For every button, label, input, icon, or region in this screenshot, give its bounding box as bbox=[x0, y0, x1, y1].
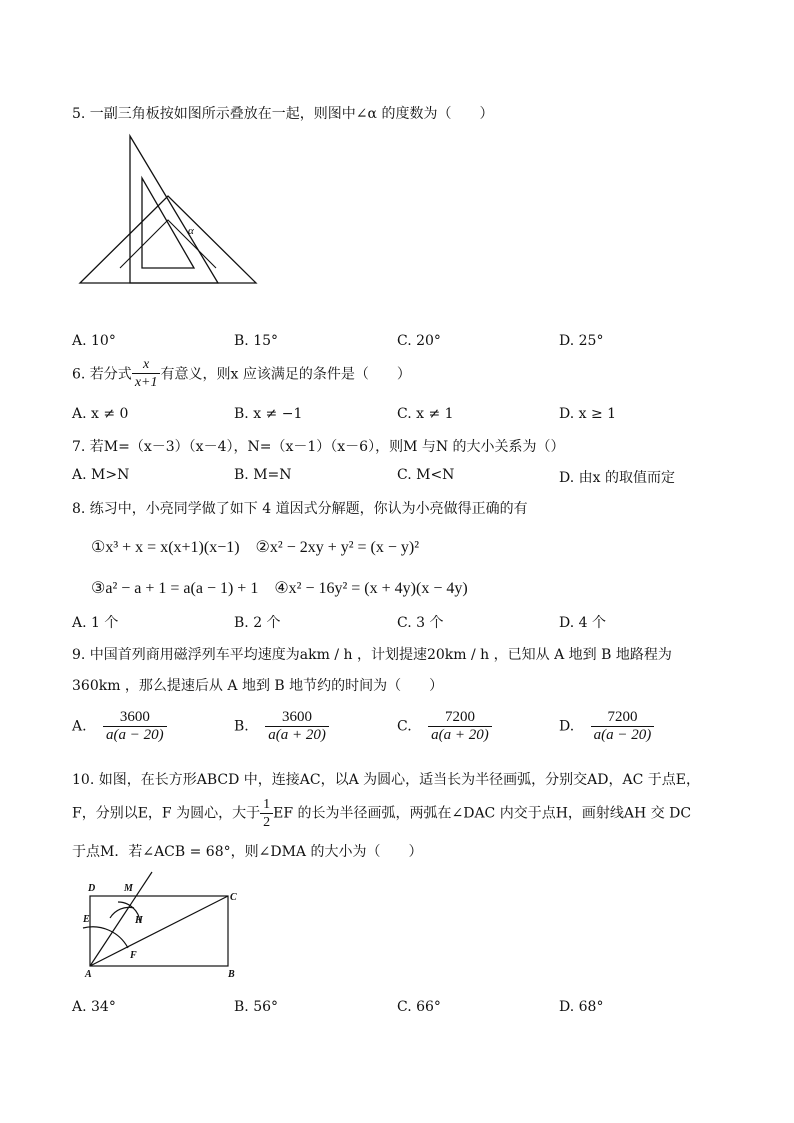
q9-stem-line-2: 360km ，那么提速后从 A 地到 B 地节约的时间为（ ） bbox=[72, 678, 444, 694]
q10-frac-den: 2 bbox=[263, 815, 271, 830]
q5-option-a[interactable]: A. 10° bbox=[72, 333, 116, 349]
q9-option-c-letter: C. bbox=[397, 718, 412, 735]
q10-stem-line-1: 10. 如图，在长方形ABCD 中，连接AC，以A 为圆心，适当长为半径画弧，分别交AD，AC 于点E， bbox=[72, 772, 700, 788]
q8-stem: 8. 练习中，小亮同学做了如下 4 道因式分解题，你认为小亮做得正确的有 bbox=[72, 501, 528, 517]
q6-stem-post: 有意义，则x 应该满足的条件是（ ） bbox=[160, 366, 411, 383]
q7-option-d[interactable]: D. 由x 的取值而定 bbox=[559, 470, 675, 486]
q10-label-h: H bbox=[135, 915, 143, 926]
q8-line-1: ①x³ + x = x(x+1)(x−1) ②x² − 2xy + y² = (x − y)² bbox=[91, 539, 420, 556]
q9-option-a-letter: A. bbox=[72, 718, 87, 735]
q10-stem-line-3: 于点M．若∠ACB = 68°，则∠DMA 的大小为（ ） bbox=[72, 844, 423, 860]
q9-option-d-den: a(a − 20) bbox=[593, 727, 652, 743]
q8-option-a[interactable]: A. 1 个 bbox=[72, 615, 119, 631]
q9-option-a-den: a(a − 20) bbox=[106, 727, 164, 743]
q9-option-d-num: 7200 bbox=[591, 709, 655, 727]
q7-option-a[interactable]: A. M>N bbox=[72, 467, 130, 483]
q5-option-c[interactable]: C. 20° bbox=[397, 333, 441, 349]
q9-option-b[interactable] bbox=[234, 709, 329, 744]
q10-option-c[interactable]: C. 66° bbox=[397, 999, 441, 1015]
q10-label-f: F bbox=[130, 950, 137, 961]
q10-stem-line-2 bbox=[72, 796, 691, 831]
q10-stem2-pre: F，分别以E，F 为圆心，大于 bbox=[72, 805, 261, 822]
q8-option-d[interactable]: D. 4 个 bbox=[559, 615, 606, 631]
q5-stem: 5. 一副三角板按如图所示叠放在一起，则图中∠α 的度数为（ ） bbox=[72, 106, 494, 122]
q8-line-2: ③a² − a + 1 = a(a − 1) + 1 ④x² − 16y² = (x + 4y)(x − 4y) bbox=[91, 580, 468, 597]
q5-option-b[interactable]: B. 15° bbox=[234, 333, 279, 349]
q9-option-c-den: a(a + 20) bbox=[431, 727, 489, 743]
q9-option-d[interactable] bbox=[559, 709, 654, 744]
q6-stem bbox=[72, 358, 411, 391]
q9-option-a-fraction bbox=[103, 709, 167, 744]
q9-option-d-letter: D. bbox=[559, 718, 575, 735]
q5-alpha-label: α bbox=[188, 225, 194, 237]
q8-option-b[interactable]: B. 2 个 bbox=[234, 615, 281, 631]
q9-option-c-fraction bbox=[428, 709, 492, 744]
q6-option-b[interactable]: B. x ≠ −1 bbox=[234, 406, 303, 422]
q10-label-a: A bbox=[85, 969, 92, 980]
q6-frac-den: x+1 bbox=[134, 375, 158, 390]
q6-option-c[interactable]: C. x ≠ 1 bbox=[397, 406, 454, 422]
q9-option-b-letter: B. bbox=[234, 718, 249, 735]
q7-stem: 7. 若M=（x－3）（x－4），N=（x－1）（x－6），则M 与N 的大小关系为（） bbox=[72, 439, 565, 455]
q9-option-b-num: 3600 bbox=[265, 709, 329, 727]
q8-option-c[interactable]: C. 3 个 bbox=[397, 615, 444, 631]
q9-option-a-num: 3600 bbox=[103, 709, 167, 727]
q5-triangle-figure bbox=[70, 130, 270, 290]
q10-fraction bbox=[260, 796, 273, 831]
q5-option-d[interactable]: D. 25° bbox=[559, 333, 604, 349]
q6-frac-num: x bbox=[132, 356, 161, 374]
q10-rectangle-figure bbox=[80, 870, 250, 982]
q6-stem-pre: 6. 若分式 bbox=[72, 366, 132, 383]
q7-option-c[interactable]: C. M<N bbox=[397, 467, 455, 483]
q6-option-a[interactable]: A. x ≠ 0 bbox=[72, 406, 129, 422]
q9-option-c[interactable] bbox=[397, 709, 492, 744]
q7-option-b[interactable]: B. M=N bbox=[234, 467, 292, 483]
q9-option-a[interactable] bbox=[72, 709, 167, 744]
q6-fraction bbox=[132, 356, 161, 391]
q10-label-e: E bbox=[83, 914, 90, 925]
q10-label-d: D bbox=[88, 883, 96, 894]
q10-label-m: M bbox=[124, 883, 133, 894]
q10-option-b[interactable]: B. 56° bbox=[234, 999, 279, 1015]
q10-frac-num: 1 bbox=[260, 796, 273, 814]
q6-option-d[interactable]: D. x ≥ 1 bbox=[559, 406, 617, 422]
q9-stem-line-1: 9. 中国首列商用磁浮列车平均速度为akm / h ，计划提速20km / h ，已知从 A 地到 B 地路程为 bbox=[72, 647, 672, 663]
q10-option-d[interactable]: D. 68° bbox=[559, 999, 604, 1015]
q9-option-b-fraction bbox=[265, 709, 329, 744]
q9-option-b-den: a(a + 20) bbox=[268, 727, 326, 743]
q10-stem2-post: EF 的长为半径画弧，两弧在∠DAC 内交于点H，画射线AH 交 DC bbox=[273, 805, 692, 822]
q9-option-d-fraction bbox=[591, 709, 655, 744]
q10-option-a[interactable]: A. 34° bbox=[72, 999, 116, 1015]
q9-option-c-num: 7200 bbox=[428, 709, 492, 727]
q10-label-c: C bbox=[230, 892, 237, 903]
q10-label-b: B bbox=[228, 969, 235, 980]
